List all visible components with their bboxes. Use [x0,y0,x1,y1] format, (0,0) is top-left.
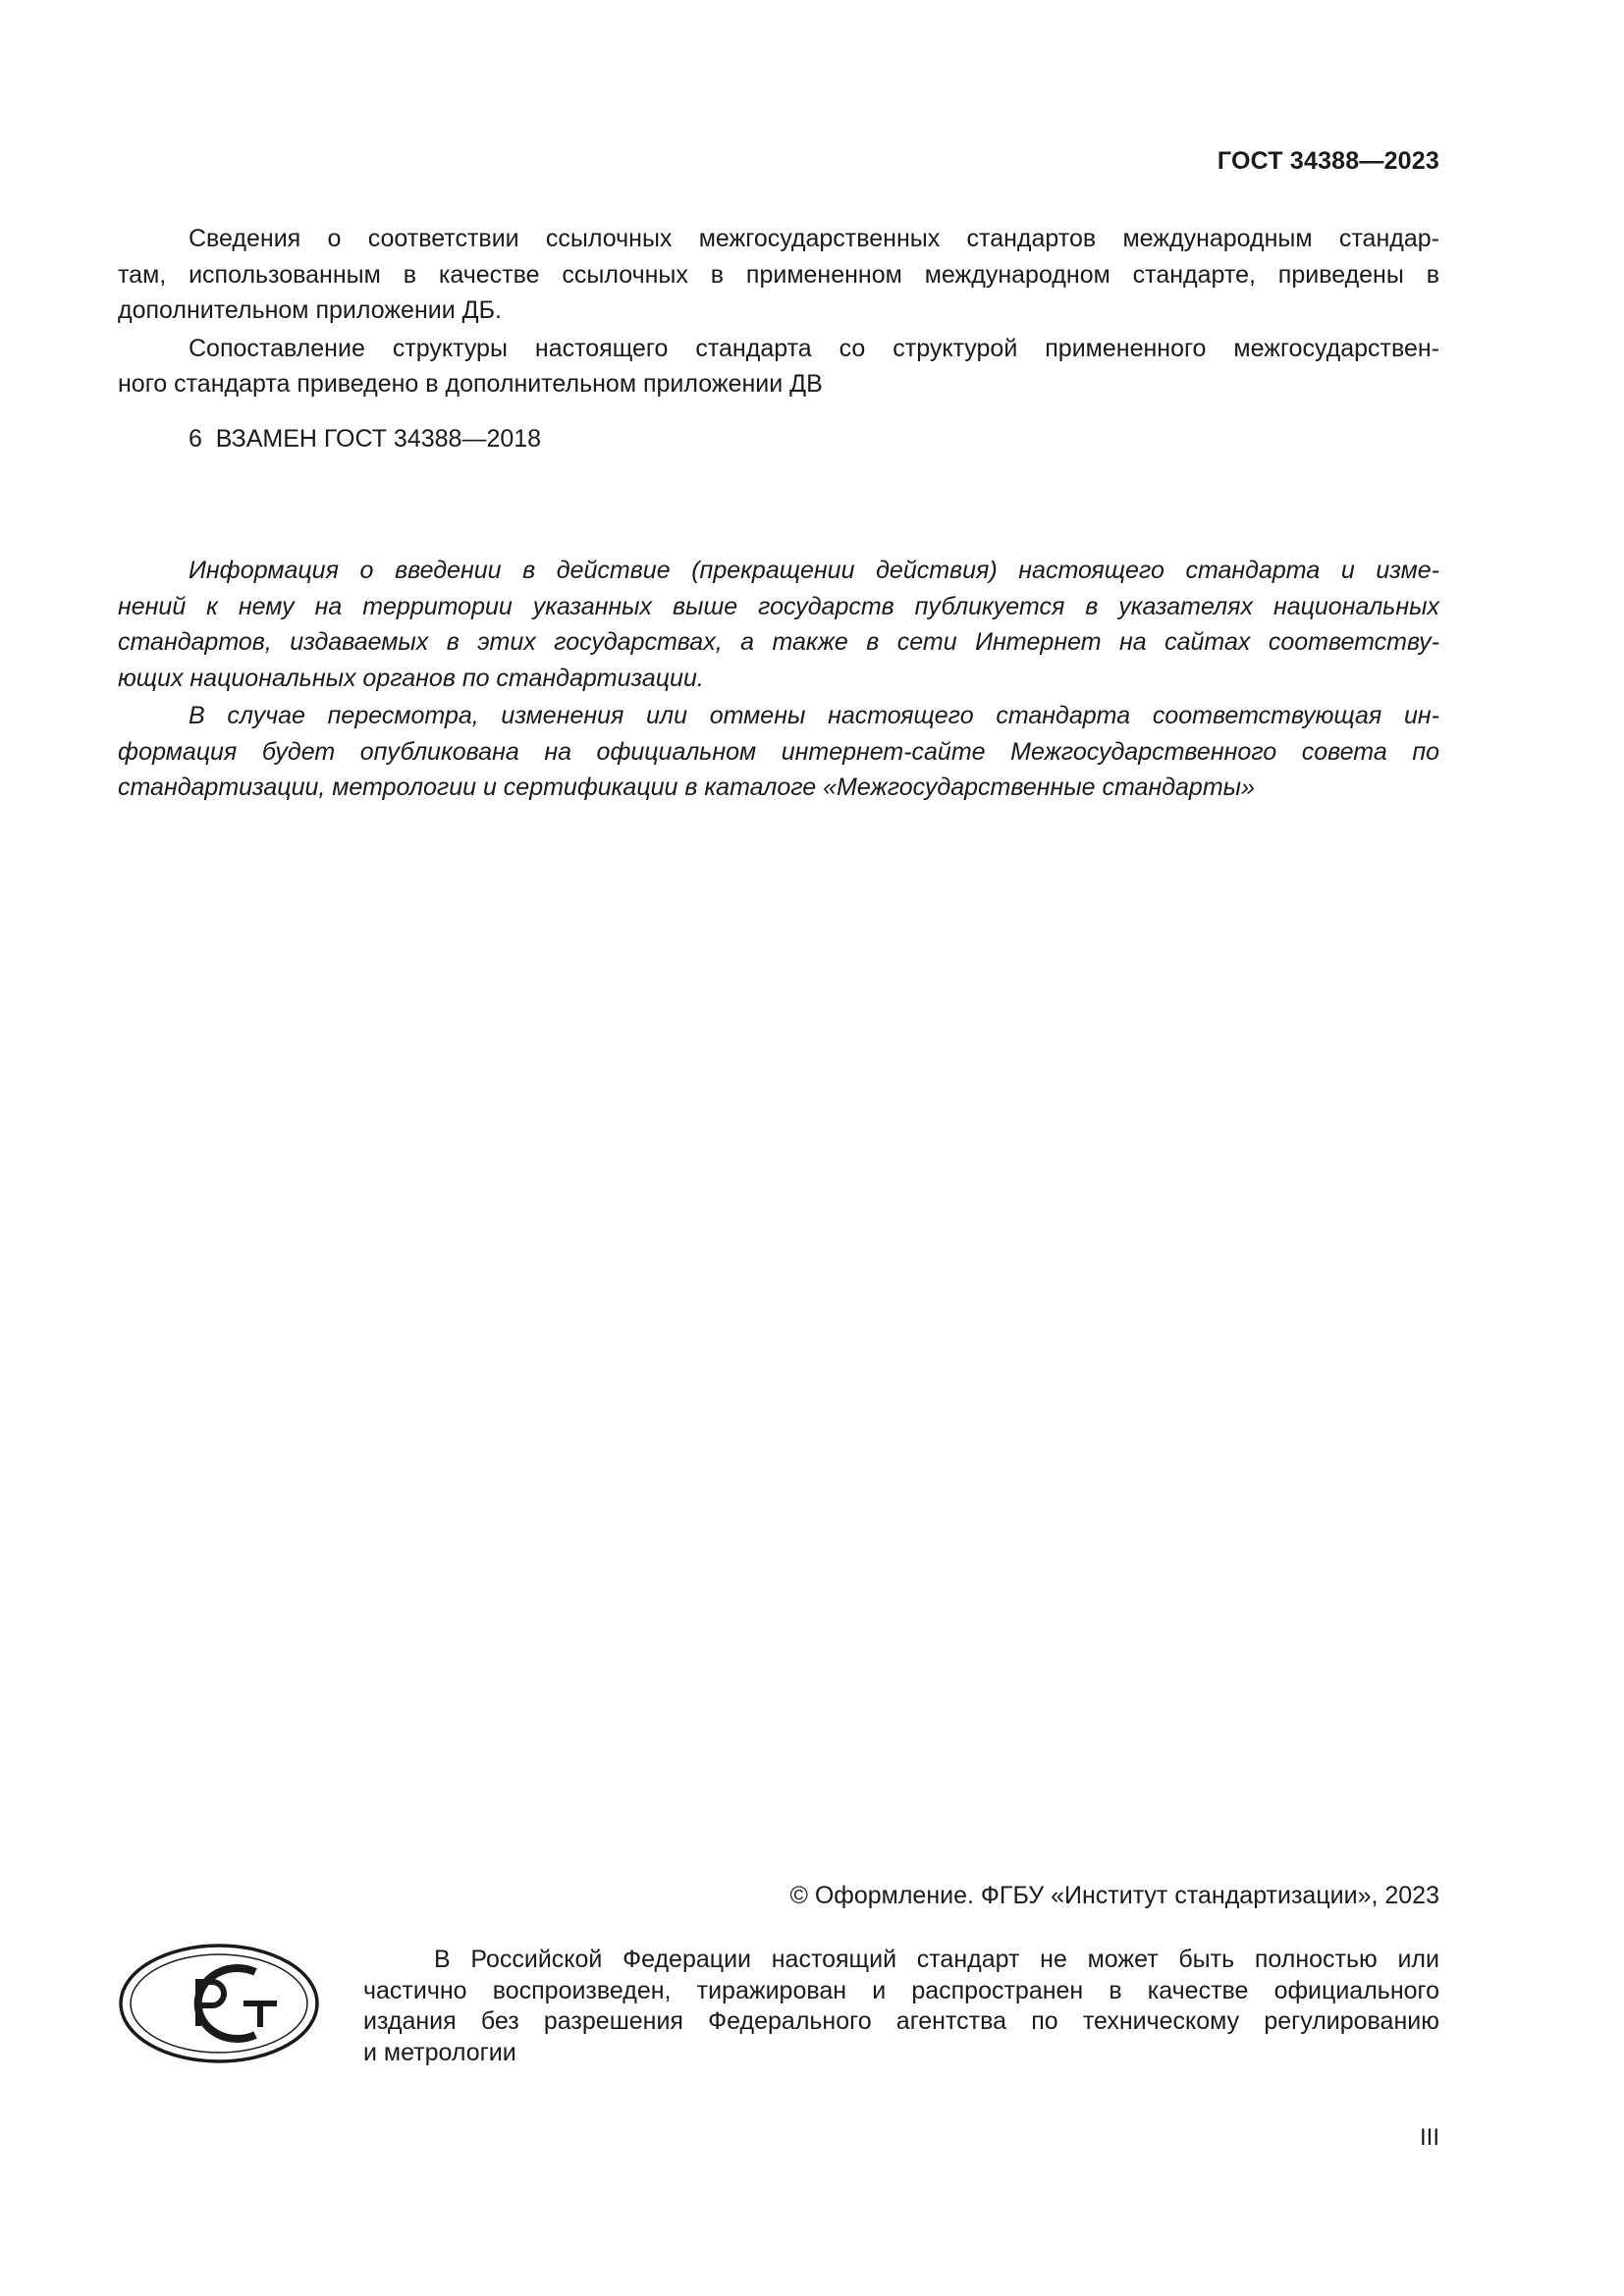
copyright-notice: © Оформление. ФГБУ «Институт стандартизации», 2023 [789,1882,1439,1909]
paragraph-revision-info [118,698,1439,806]
text-line: ного стандарта приведено в дополнительном приложении ДВ [118,370,823,398]
rst-certification-mark-icon [118,1943,320,2064]
text-line: В случае пересмотра, изменения или отмены настоящего стандарта соответствующая ин- [189,702,1439,729]
text-line: и метрологии [363,2038,516,2066]
text-line: частично воспроизведен, тиражирован и распространен в качестве официального [363,1976,1439,2004]
text-line: ющих национальных органов по стандартизации. [118,664,704,692]
page-number: III [1419,2124,1439,2151]
rst-logo-graphic [118,1943,320,2064]
text-line: дополнительном приложении ДБ. [118,296,502,324]
item-6-replaces: 6 ВЗАМЕН ГОСТ 34388—2018 [189,425,542,453]
paragraph-structure-comparison [118,331,1439,402]
text-line: формация будет опубликована на официальном интернет-сайте Межгосударственного совета по [118,737,1439,766]
text-line: стандартов, издаваемых в этих государствах, а также в сети Интернет на сайтах соответству- [118,628,1439,656]
text-line: стандартизации, метрологии и сертификации в каталоге «Межгосударственные стандарты» [118,774,1255,801]
text-line: нений к нему на территории указанных выше государств публикуется в указателях национальных [118,592,1439,620]
references-info-section [118,221,1439,402]
text-line: В Российской Федерации настоящий стандарт не может быть полностью или [434,1946,1439,1973]
standard-code-header: ГОСТ 34388—2023 [1217,147,1439,175]
paragraph-enactment-info [118,553,1439,696]
text-line: Информация о введении в действие (прекращении действия) настоящего стандарта и изме- [189,557,1439,584]
paragraph-reference-correspondence [118,221,1439,329]
reproduction-rights-notice [363,1945,1439,2068]
enactment-info-section [118,553,1439,806]
text-line: Сведения о соответствии ссылочных межгосударственных стандартов международным стандар- [189,225,1439,252]
text-line: издания без разрешения Федерального агентства по техническому регулированию [363,2007,1439,2035]
text-line: там, использованным в качестве ссылочных в примененном международном стандарте, приведены в [118,260,1439,289]
text-line: Сопоставление структуры настоящего стандарта со структурой примененного межгосударствен- [189,334,1439,362]
